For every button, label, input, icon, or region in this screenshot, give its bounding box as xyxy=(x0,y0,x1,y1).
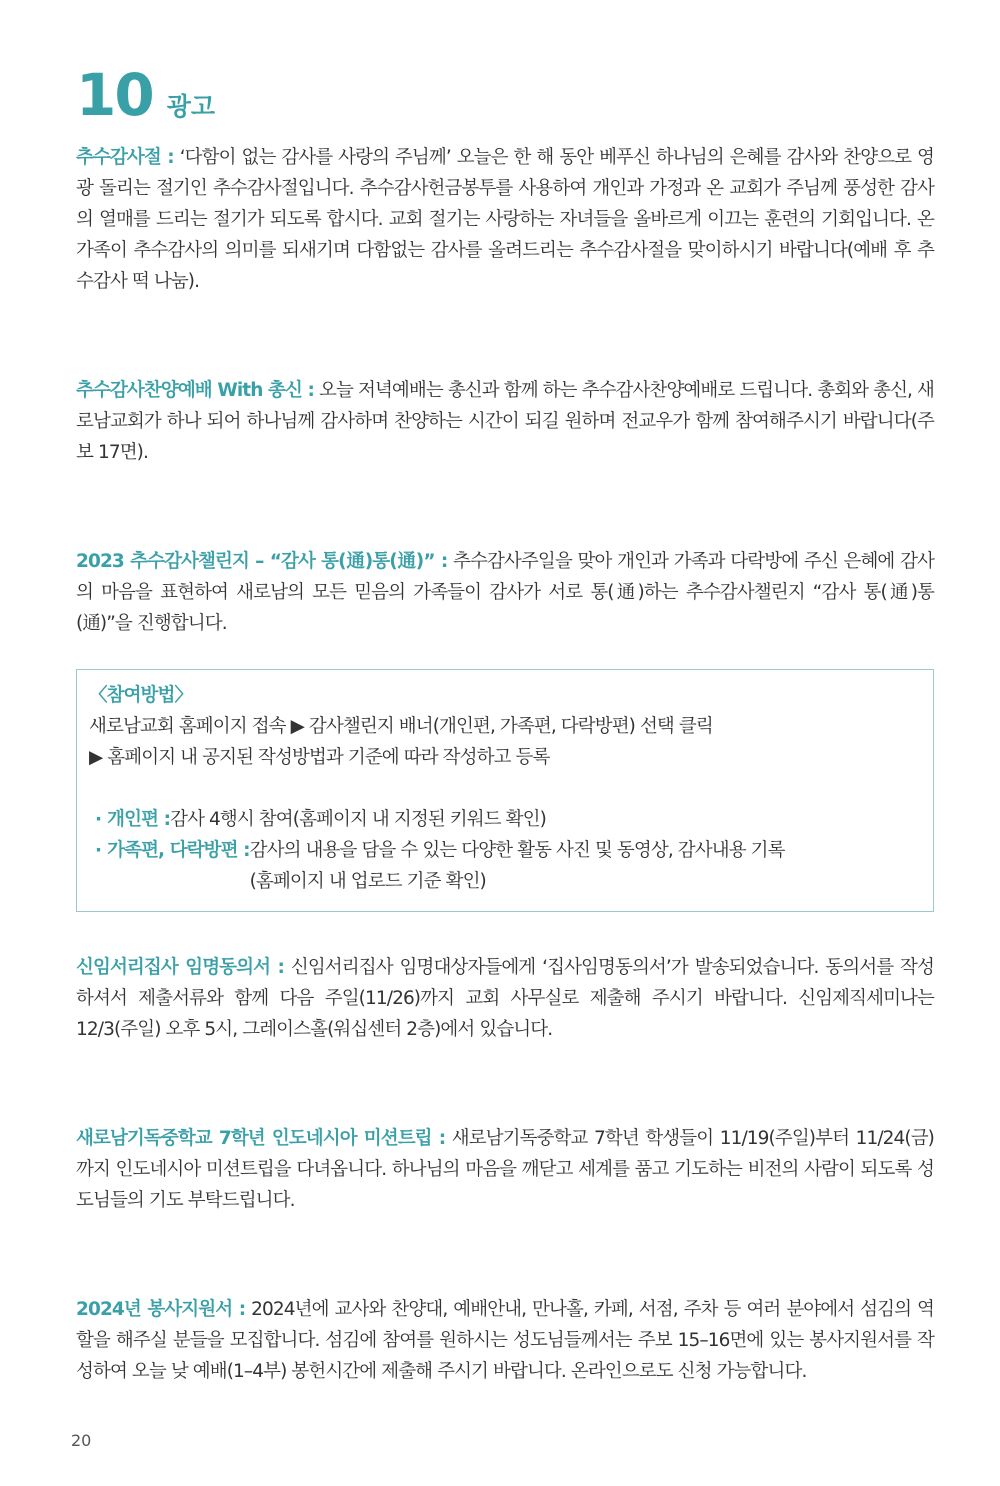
bullet-text-continuation: (홈페이지 내 업로드 기준 확인) xyxy=(249,871,486,892)
bullet-text-line: 감사의 내용을 담을 수 있는 다양한 활동 사진 및 동영상, 감사내용 기록 xyxy=(249,840,785,861)
page-header xyxy=(76,61,216,129)
bullet-individual xyxy=(89,804,921,835)
participation-box xyxy=(76,669,934,912)
section-title: 광고 xyxy=(166,92,216,121)
notice-thanks-challenge xyxy=(76,546,934,639)
bullet-text-line: 감사 4행시 참여(홈페이지 내 지정된 키워드 확인) xyxy=(170,809,546,830)
bullet-label: 개인편 : xyxy=(107,809,171,830)
notice-title: 2024년 봉사지원서 : xyxy=(76,1299,246,1320)
notice-body: 신임서리집사 임명대상자들에게 ‘집사임명동의서’가 발송되었습니다. 동의서를 작성하셔서 제출서류와 함께 다음 주일(11/26)까지 교회 사무실로 제출해 주시기 바랍니다. 신임제직세미나는 12/3(주일) 오후 5시, 그레이스홀(워십센터 2층)에서 있습니다. xyxy=(76,957,934,1040)
notice-deacon-consent xyxy=(76,952,934,1045)
section-number: 10 xyxy=(76,61,153,129)
notice-title: 2023 추수감사챌린지 – “감사 통(通)통(通)” : xyxy=(76,551,448,572)
notice-body: 새로남기독중학교 7학년 학생들이 11/19(주일)부터 11/24(금)까지 인도네시아 미션트립을 다녀옵니다. 하나님의 마음을 깨닫고 세계를 품고 기도하는 비전의 사람이 되도록 성도님들의 기도 부탁드립니다. xyxy=(76,1128,934,1211)
notice-title: 신임서리집사 임명동의서 : xyxy=(76,957,284,978)
bullet-family xyxy=(89,835,921,897)
notice-body: 추수감사주일을 맞아 개인과 가족과 다락방에 주신 은혜에 감사의 마음을 표현하여 새로남의 모든 믿음의 가족들이 감사가 서로 통(通)하는 추수감사챌린지 “감사 통(通)통(通)”을 진행합니다. xyxy=(76,551,935,634)
bullet-text xyxy=(170,804,921,835)
bullet-text xyxy=(250,835,921,897)
notice-body: 오늘 저녁예배는 총신과 함께 하는 추수감사찬양예배로 드립니다. 총회와 총신, 새로남교회가 하나 되어 하나님께 감사하며 찬양하는 시간이 되길 원하며 전교우가 함께 참여해주시기 바랍니다(주보 17면). xyxy=(76,380,934,463)
notice-body: 2024년에 교사와 찬양대, 예배안내, 만나홀, 카페, 서점, 주차 등 여러 분야에서 섬김의 역할을 해주실 분들을 모집합니다. 섬김에 참여를 원하시는 성도님들께서는 주보 15–16면에 있는 봉사지원서를 작성하여 오늘 낮 예배(1–4부) 봉헌시간에 제출해 주시기 바랍니다. 온라인으로도 신청 가능합니다. xyxy=(76,1299,934,1382)
participation-step-1: 새로남교회 홈페이지 접속 ▶ 감사챌린지 배너(개인편, 가족편, 다락방편) 선택 클릭 xyxy=(89,716,713,737)
notice-thanksgiving xyxy=(76,142,934,297)
bullet-dot: · xyxy=(95,840,102,861)
notice-title: 추수감사찬양예배 With 총신 : xyxy=(76,380,315,401)
page-number: 20 xyxy=(71,1431,92,1450)
bullet-label: 가족편, 다락방편 : xyxy=(107,840,250,861)
notices-content xyxy=(76,142,934,1465)
notice-mission-trip xyxy=(76,1123,934,1216)
participation-step-2: ▶ 홈페이지 내 공지된 작성방법과 기준에 따라 작성하고 등록 xyxy=(89,747,550,768)
box-spacer xyxy=(89,773,921,804)
participation-heading: 〈참여방법〉 xyxy=(89,685,193,706)
notice-title: 새로남기독중학교 7학년 인도네시아 미션트립 : xyxy=(76,1128,446,1149)
bullet-dot: · xyxy=(95,809,102,830)
notice-praise-worship xyxy=(76,375,934,468)
notice-body: ‘다함이 없는 감사를 사랑의 주님께’ 오늘은 한 해 동안 베푸신 하나님의 은혜를 감사와 찬양으로 영광 돌리는 절기인 추수감사절입니다. 추수감사헌금봉투를 사용하여 개인과 가정과 온 교회가 주님께 풍성한 감사의 열매를 드리는 절기가 되도록 합시다. 교회 절기는 사랑하는 자녀들을 올바르게 이끄는 훈련의 기회입니다. 온 가족이 추수감사의 의미를 되새기며 다함없는 감사를 올려드리는 추수감사절을 맞이하시기 바랍니다(예배 후 추수감사 떡 나눔). xyxy=(76,147,934,292)
notice-volunteer-application xyxy=(76,1294,934,1387)
notice-title: 추수감사절 : xyxy=(76,147,174,168)
